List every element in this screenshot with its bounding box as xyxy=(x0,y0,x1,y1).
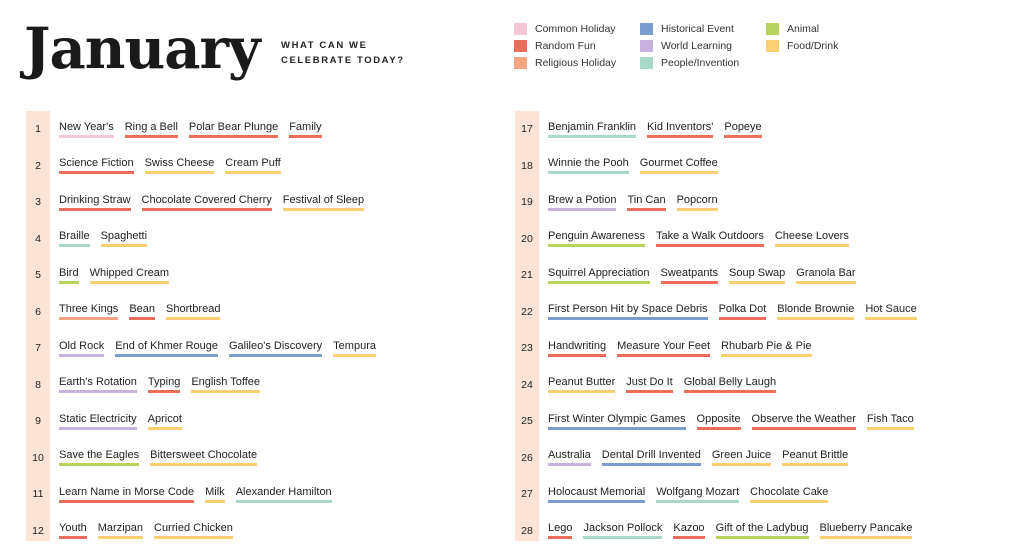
page-subtitle xyxy=(281,39,411,68)
day-row xyxy=(515,111,928,148)
celebration-tag: Peanut Brittle xyxy=(782,449,848,466)
celebration-tag: Granola Bar xyxy=(796,267,855,284)
celebration-list xyxy=(59,267,180,284)
day-row xyxy=(26,476,387,513)
celebration-tag: Save the Eagles xyxy=(59,449,139,466)
day-number: 26 xyxy=(515,452,539,464)
celebration-tag: Learn Name in Morse Code xyxy=(59,486,194,503)
celebration-tag: Penguin Awareness xyxy=(548,230,645,247)
celebration-tag: Holocaust Memorial xyxy=(548,486,645,503)
celebration-tag: Jackson Pollock xyxy=(583,522,662,539)
celebration-tag: Earth's Rotation xyxy=(59,376,137,393)
day-number: 19 xyxy=(515,196,539,208)
celebration-tag: First Winter Olympic Games xyxy=(548,413,686,430)
celebration-list xyxy=(59,157,292,174)
legend-label: Animal xyxy=(787,23,819,35)
days-column-right xyxy=(515,111,928,549)
day-row xyxy=(515,403,928,440)
day-row xyxy=(515,294,928,331)
day-row xyxy=(26,513,387,549)
celebration-tag: Alexander Hamilton xyxy=(236,486,332,503)
celebration-list xyxy=(548,413,925,430)
day-row xyxy=(515,184,928,221)
day-number: 5 xyxy=(26,269,50,281)
subtitle-line-1: WHAT CAN WE xyxy=(281,39,411,54)
celebration-tag: Polka Dot xyxy=(719,303,767,320)
day-number: 20 xyxy=(515,233,539,245)
celebration-tag: Tempura xyxy=(333,340,376,357)
celebration-tag: Observe the Weather xyxy=(752,413,856,430)
legend-item xyxy=(640,37,766,54)
legend-swatch xyxy=(514,57,527,69)
day-number: 10 xyxy=(26,452,50,464)
day-row xyxy=(26,294,387,331)
celebration-tag: Benjamin Franklin xyxy=(548,121,636,138)
celebration-tag: Static Electricity xyxy=(59,413,137,430)
celebration-list xyxy=(59,230,158,247)
celebration-tag: Bean xyxy=(129,303,155,320)
celebration-tag: Peanut Butter xyxy=(548,376,615,393)
celebration-list xyxy=(548,303,928,320)
celebration-tag: Cream Puff xyxy=(225,157,280,174)
celebration-tag: Curried Chicken xyxy=(154,522,233,539)
day-row xyxy=(515,513,928,549)
celebration-tag: Marzipan xyxy=(98,522,143,539)
celebration-tag: Ring a Bell xyxy=(125,121,178,138)
celebration-tag: Squirrel Appreciation xyxy=(548,267,650,284)
day-row xyxy=(26,367,387,404)
day-number: 11 xyxy=(26,488,50,500)
day-row xyxy=(515,148,928,185)
celebration-tag: Braille xyxy=(59,230,90,247)
legend-item xyxy=(640,20,766,37)
celebration-list xyxy=(59,340,387,357)
day-row xyxy=(515,221,928,258)
celebration-tag: Australia xyxy=(548,449,591,466)
day-row xyxy=(26,148,387,185)
celebration-tag: First Person Hit by Space Debris xyxy=(548,303,708,320)
celebration-list xyxy=(59,413,193,430)
celebration-tag: Winnie the Pooh xyxy=(548,157,629,174)
legend-item xyxy=(766,37,876,54)
day-number: 1 xyxy=(26,123,50,135)
celebration-tag: Gift of the Ladybug xyxy=(716,522,809,539)
celebration-tag: Sweatpants xyxy=(661,267,718,284)
celebration-tag: Just Do It xyxy=(626,376,672,393)
day-row xyxy=(515,330,928,367)
celebration-tag: Festival of Sleep xyxy=(283,194,364,211)
celebration-tag: Polar Bear Plunge xyxy=(189,121,278,138)
celebration-tag: Cheese Lovers xyxy=(775,230,849,247)
day-number: 17 xyxy=(515,123,539,135)
day-row xyxy=(515,476,928,513)
day-number: 23 xyxy=(515,342,539,354)
legend-swatch xyxy=(766,23,779,35)
celebration-tag: Global Belly Laugh xyxy=(684,376,776,393)
day-row xyxy=(26,257,387,294)
page-title: January xyxy=(24,14,260,84)
celebration-tag: Old Rock xyxy=(59,340,104,357)
celebration-tag: Take a Walk Outdoors xyxy=(656,230,764,247)
legend-swatch xyxy=(640,57,653,69)
day-number: 7 xyxy=(26,342,50,354)
celebration-tag: English Toffee xyxy=(191,376,260,393)
day-number: 28 xyxy=(515,525,539,537)
celebration-list xyxy=(548,267,867,284)
legend-swatch xyxy=(640,23,653,35)
celebration-tag: Dental Drill Invented xyxy=(602,449,701,466)
legend-swatch xyxy=(640,40,653,52)
legend-item xyxy=(514,54,640,71)
legend-item xyxy=(640,54,766,71)
celebration-tag: Fish Taco xyxy=(867,413,914,430)
legend-item xyxy=(514,20,640,37)
day-row xyxy=(515,367,928,404)
celebration-tag: New Year's xyxy=(59,121,114,138)
subtitle-line-2: CELEBRATE TODAY? xyxy=(281,54,411,69)
legend-label: Religious Holiday xyxy=(535,57,616,69)
legend-label: Common Holiday xyxy=(535,23,616,35)
day-number: 22 xyxy=(515,306,539,318)
celebration-tag: Bird xyxy=(59,267,79,284)
celebration-list xyxy=(548,522,923,539)
celebration-tag: Apricot xyxy=(148,413,182,430)
celebration-tag: Soup Swap xyxy=(729,267,785,284)
celebration-tag: Youth xyxy=(59,522,87,539)
celebration-list xyxy=(59,194,375,211)
celebration-tag: Gourmet Coffee xyxy=(640,157,718,174)
celebration-list xyxy=(59,303,231,320)
day-row xyxy=(26,111,387,148)
legend-item xyxy=(514,37,640,54)
celebration-tag: Popeye xyxy=(724,121,761,138)
day-number: 25 xyxy=(515,415,539,427)
celebration-tag: End of Khmer Rouge xyxy=(115,340,218,357)
day-number: 24 xyxy=(515,379,539,391)
legend-label: Food/Drink xyxy=(787,40,838,52)
celebration-list xyxy=(59,522,244,539)
days-column-left xyxy=(26,111,387,549)
celebration-tag: Typing xyxy=(148,376,180,393)
celebration-tag: Green Juice xyxy=(712,449,771,466)
celebration-tag: Three Kings xyxy=(59,303,118,320)
celebration-list xyxy=(548,194,729,211)
legend-label: Historical Event xyxy=(661,23,734,35)
day-row xyxy=(515,257,928,294)
celebration-tag: Hot Sauce xyxy=(865,303,916,320)
celebration-tag: Blueberry Pancake xyxy=(820,522,913,539)
celebration-tag: Drinking Straw xyxy=(59,194,131,211)
celebration-tag: Bittersweet Chocolate xyxy=(150,449,257,466)
celebration-tag: Chocolate Covered Cherry xyxy=(142,194,272,211)
celebration-tag: Science Fiction xyxy=(59,157,134,174)
day-row xyxy=(26,184,387,221)
celebration-list xyxy=(548,230,860,247)
celebration-tag: Whipped Cream xyxy=(90,267,169,284)
celebration-tag: Milk xyxy=(205,486,225,503)
legend-label: Random Fun xyxy=(535,40,596,52)
celebration-tag: Spaghetti xyxy=(101,230,147,247)
celebration-list xyxy=(59,486,343,503)
celebration-tag: Handwriting xyxy=(548,340,606,357)
celebration-list xyxy=(548,340,823,357)
category-legend xyxy=(514,20,876,71)
celebration-list xyxy=(548,449,859,466)
celebration-tag: Galileo's Discovery xyxy=(229,340,322,357)
legend-label: People/Invention xyxy=(661,57,739,69)
celebration-tag: Brew a Potion xyxy=(548,194,616,211)
day-row xyxy=(26,330,387,367)
legend-item xyxy=(766,20,876,37)
celebration-tag: Measure Your Feet xyxy=(617,340,710,357)
celebration-tag: Opposite xyxy=(697,413,741,430)
celebration-list xyxy=(548,121,773,138)
day-number: 12 xyxy=(26,525,50,537)
celebration-list xyxy=(548,157,729,174)
day-number: 21 xyxy=(515,269,539,281)
day-row xyxy=(515,440,928,477)
celebration-tag: Shortbread xyxy=(166,303,220,320)
legend-swatch xyxy=(766,40,779,52)
celebration-tag: Rhubarb Pie & Pie xyxy=(721,340,812,357)
celebration-tag: Kazoo xyxy=(673,522,704,539)
legend-label: World Learning xyxy=(661,40,732,52)
day-number: 18 xyxy=(515,160,539,172)
day-number: 6 xyxy=(26,306,50,318)
celebration-list xyxy=(59,449,268,466)
day-row xyxy=(26,403,387,440)
day-number: 2 xyxy=(26,160,50,172)
celebration-tag: Blonde Brownie xyxy=(777,303,854,320)
celebration-list xyxy=(548,376,787,393)
legend-swatch xyxy=(514,40,527,52)
celebration-list xyxy=(59,121,333,138)
celebration-list xyxy=(59,376,271,393)
day-row xyxy=(26,440,387,477)
celebration-tag: Lego xyxy=(548,522,572,539)
celebration-tag: Tin Can xyxy=(627,194,665,211)
day-number: 8 xyxy=(26,379,50,391)
celebration-tag: Popcorn xyxy=(677,194,718,211)
day-number: 3 xyxy=(26,196,50,208)
day-row xyxy=(26,221,387,258)
celebration-list xyxy=(548,486,839,503)
celebration-tag: Family xyxy=(289,121,321,138)
day-number: 27 xyxy=(515,488,539,500)
celebration-tag: Swiss Cheese xyxy=(145,157,215,174)
day-number: 4 xyxy=(26,233,50,245)
celebration-tag: Wolfgang Mozart xyxy=(656,486,739,503)
celebration-tag: Chocolate Cake xyxy=(750,486,828,503)
celebration-tag: Kid Inventors' xyxy=(647,121,713,138)
day-number: 9 xyxy=(26,415,50,427)
legend-swatch xyxy=(514,23,527,35)
